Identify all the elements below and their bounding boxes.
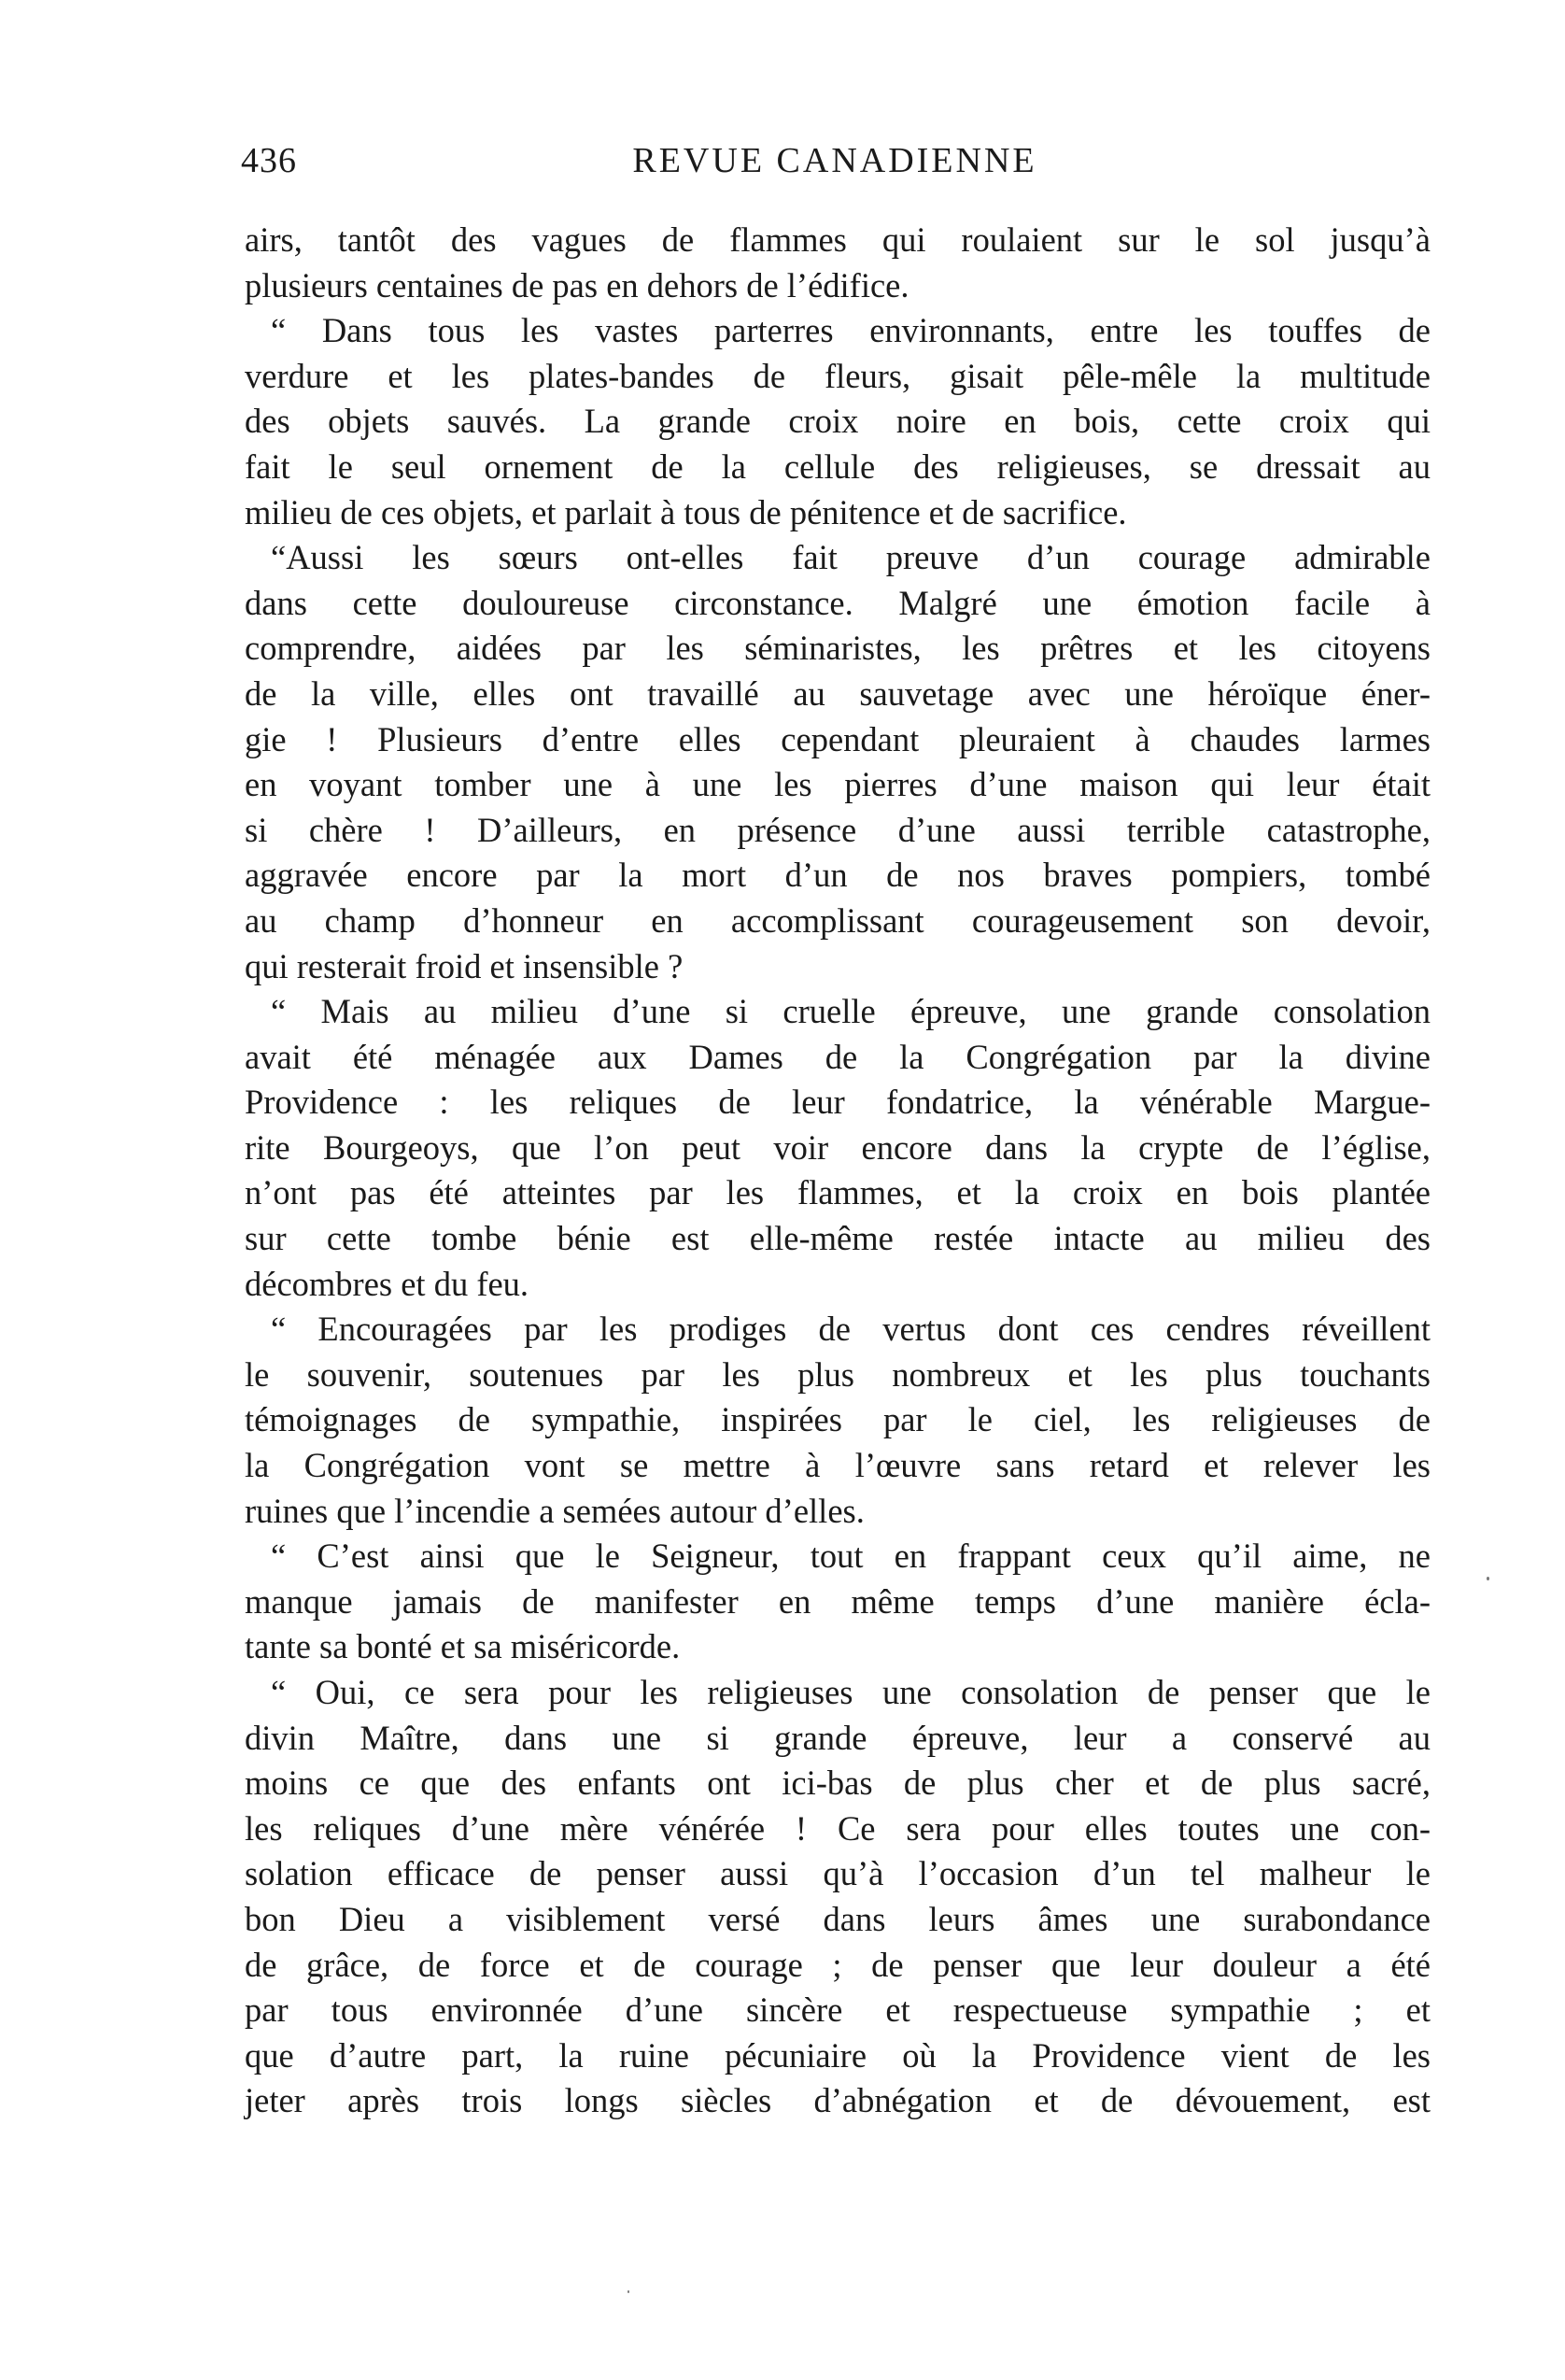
text-line: jeter après trois longs siècles d’abnégation et de dévouement, est — [245, 2081, 1431, 2120]
margin-speck — [627, 2290, 629, 2293]
text-line: ruines que l’incendie a semées autour d’elles. — [245, 1491, 865, 1530]
text-line: décombres et du feu. — [245, 1264, 529, 1303]
text-line: “Aussi les sœurs ont-elles fait preuve d’un courage admirable — [271, 538, 1431, 577]
text-line: comprendre, aidées par les séminaristes, les prêtres et les citoyens — [245, 629, 1431, 668]
body-text — [245, 218, 1431, 2124]
text-line: fait le seul ornement de la cellule des religieuses, se dressait au — [245, 446, 1431, 486]
text-line: si chère ! D’ailleurs, en présence d’une aussi terrible catastrophe, — [245, 810, 1431, 849]
text-line: divin Maître, dans une si grande épreuve, leur a conservé au — [245, 1718, 1431, 1757]
text-line: la Congrégation vont se mettre à l’œuvre sans retard et relever les — [245, 1446, 1431, 1485]
text-line: par tous environnée d’une sincère et respectueuse sympathie ; et — [245, 1990, 1431, 2030]
text-line: le souvenir, soutenues par les plus nombreux et les plus touchants — [245, 1354, 1431, 1394]
text-line: les reliques d’une mère vénérée ! Ce sera pour elles toutes une con- — [245, 1808, 1431, 1848]
text-line: “ Mais au milieu d’une si cruelle épreuve, une grande consolation — [271, 992, 1431, 1031]
text-line: tante sa bonté et sa miséricorde. — [245, 1627, 681, 1666]
text-line: moins ce que des enfants ont ici-bas de plus cher et de plus sacré, — [245, 1764, 1431, 1803]
text-line: au champ d’honneur en accomplissant courageusement son devoir, — [245, 900, 1431, 940]
text-line: “ Dans tous les vastes parterres environnants, entre les touffes de — [271, 311, 1431, 350]
text-line: “ Oui, ce sera pour les religieuses une consolation de penser que le — [271, 1673, 1431, 1711]
text-line: Providence : les reliques de leur fondatrice, la vénérable Margue- — [245, 1083, 1431, 1122]
text-line: que d’autre part, la ruine pécuniaire où la Providence vient de les — [245, 2035, 1431, 2075]
text-line: gie ! Plusieurs d’entre elles cependant pleuraient à chaudes larmes — [245, 719, 1431, 758]
text-line: avait été ménagée aux Dames de la Congrégation par la divine — [245, 1037, 1431, 1076]
text-line: solation efficace de penser aussi qu’à l’occasion d’un tel malheur le — [245, 1854, 1431, 1893]
running-title: REVUE CANADIENNE — [632, 141, 1037, 180]
page-number: 436 — [241, 141, 297, 180]
text-line: dans cette douloureuse circonstance. Malgré une émotion facile à — [245, 583, 1431, 622]
text-line: rite Bourgeoys, que l’on peut voir encore dans la crypte de l’église, — [245, 1127, 1431, 1167]
text-line: aggravée encore par la mort d’un de nos braves pompiers, tombé — [245, 856, 1431, 895]
text-line: témoignages de sympathie, inspirées par le ciel, les religieuses de — [245, 1400, 1431, 1439]
text-line: de la ville, elles ont travaillé au sauvetage avec une héroïque éner- — [245, 673, 1431, 713]
running-header — [241, 140, 1429, 187]
text-line: de grâce, de force et de courage ; de penser que leur douleur a été — [245, 1945, 1431, 1984]
margin-speck — [1487, 1577, 1489, 1580]
text-line: “ Encouragées par les prodiges de vertus dont ces cendres réveillent — [271, 1310, 1431, 1349]
text-line: airs, tantôt des vagues de flammes qui roulaient sur le sol jusqu’à — [245, 220, 1431, 259]
text-line: en voyant tomber une à une les pierres d’une maison qui leur était — [245, 765, 1431, 804]
text-line: qui resterait froid et insensible ? — [245, 946, 684, 985]
text-line: verdure et les plates-bandes de fleurs, gisait pêle-mêle la multitude — [245, 356, 1431, 395]
text-line: plusieurs centaines de pas en dehors de l’édifice. — [245, 265, 909, 305]
text-line: des objets sauvés. La grande croix noire en bois, cette croix qui — [245, 402, 1431, 441]
text-line: “ C’est ainsi que le Seigneur, tout en frappant ceux qu’il aime, ne — [271, 1537, 1431, 1576]
text-line: manque jamais de manifester en même temps d’une manière écla- — [245, 1581, 1431, 1621]
text-line: n’ont pas été atteintes par les flammes, et la croix en bois plantée — [245, 1173, 1431, 1212]
text-line: bon Dieu a visiblement versé dans leurs âmes une surabondance — [245, 1899, 1431, 1938]
text-line: milieu de ces objets, et parlait à tous de pénitence et de sacrifice. — [245, 492, 1127, 531]
text-line: sur cette tombe bénie est elle-même restée intacte au milieu des — [245, 1219, 1431, 1258]
